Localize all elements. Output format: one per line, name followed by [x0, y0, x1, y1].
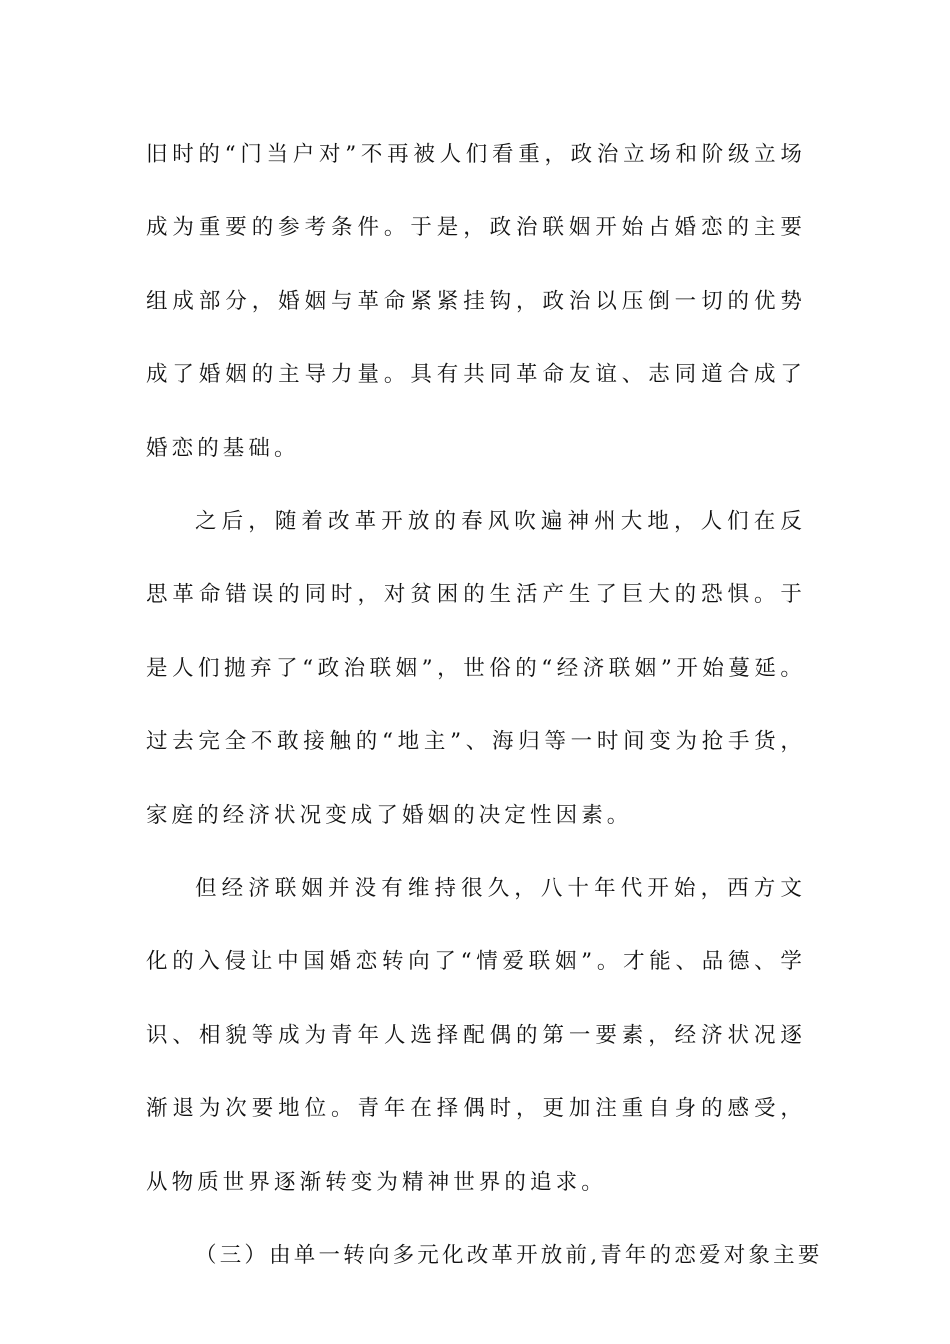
- document-body: [146, 118, 823, 1293]
- section-heading-paragraph: （三）由单一转向多元化改革开放前,青年的恋爱对象主要: [195, 1243, 823, 1269]
- paragraph-3: 但经济联姻并没有维持很久，八十年代开始，西方文化的入侵让中国婚恋转向了“情爱联姻”。才能、品德、学识、相貌等成为青年人选择配偶的第一要素，经济状况逐渐退为次要地位。青年在择偶时，更加注重自身的感受，从物质世界逐渐转变为精神世界的追求。: [146, 876, 806, 1195]
- paragraph-2: 之后，随着改革开放的春风吹遍神州大地，人们在反思革命错误的同时，对贫困的生活产生了巨大的恐惧。于是人们抛弃了“政治联姻”，世俗的“经济联姻”开始蔓延。过去完全不敢接触的“地主”、海归等一时间变为抢手货，家庭的经济状况变成了婚姻的决定性因素。: [146, 509, 806, 828]
- paragraph-1: 旧时的“门当户对”不再被人们看重，政治立场和阶级立场成为重要的参考条件。于是，政治联姻开始占婚恋的主要组成部分，婚姻与革命紧紧挂钩，政治以压倒一切的优势成了婚姻的主导力量。具有共同革命友谊、志同道合成了婚恋的基础。: [146, 142, 806, 461]
